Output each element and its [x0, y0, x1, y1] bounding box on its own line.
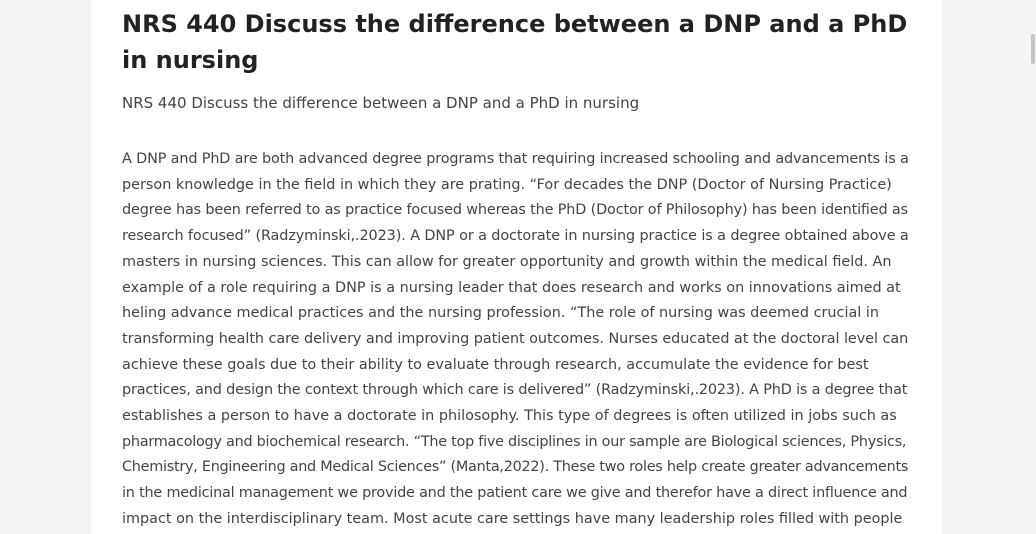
body-line: example of a role requiring a DNP is a nursing leader that does research and works on innovations aimed at	[122, 279, 901, 296]
body-line: achieve these goals due to their ability to evaluate through research, accumulate the evidence for best	[122, 356, 869, 373]
body-line: masters in nursing sciences. This can allow for greater opportunity and growth within the medical field. An	[122, 253, 892, 270]
body-line: impact on the interdisciplinary team. Most acute care settings have many leadership roles filled with people	[122, 510, 903, 527]
body-line: person knowledge in the field in which they are prating. “For decades the DNP (Doctor of Nursing Practice)	[122, 176, 892, 193]
article-card	[91, 0, 942, 534]
body-line: practices, and design the context through which care is delivered” (Radzyminski,.2023). A PhD is a degree that	[122, 382, 908, 399]
body-line: degree has been referred to as practice focused whereas the PhD (Doctor of Philosophy) has been identified as	[122, 202, 908, 219]
body-line: transforming health care delivery and improving patient outcomes. Nurses educated at the doctoral level can	[122, 330, 909, 347]
body-line: in the medicinal management we provide and the patient care we give and therefor have a direct influence and	[122, 485, 908, 502]
article-body	[122, 147, 909, 533]
body-line: Chemistry, Engineering and Medical Sciences” (Manta,2022). These two roles help create greater advancements	[122, 459, 909, 476]
article-title: NRS 440 Discuss the difference between a DNP and a PhD in nursing	[122, 10, 908, 74]
page-scrollbar[interactable]	[1030, 0, 1036, 534]
body-line: A DNP and PhD are both advanced degree programs that requiring increased schooling and advancements is a	[122, 151, 909, 167]
body-line: heling advance medical practices and the nursing profession. “The role of nursing was deemed crucial in	[122, 305, 879, 322]
body-line: pharmacology and biochemical research. “The top five disciplines in our sample are Biological sciences, Physics,	[122, 433, 907, 450]
body-line: research focused” (Radzyminski,.2023). A DNP or a doctorate in nursing practice is a degree obtained above a	[122, 228, 909, 245]
body-line: establishes a person to have a doctorate in philosophy. This type of degrees is often utilized in jobs such as	[122, 408, 897, 425]
article-subtitle: NRS 440 Discuss the difference between a DNP and a PhD in nursing	[122, 94, 640, 112]
scrollbar-thumb[interactable]	[1031, 34, 1035, 64]
